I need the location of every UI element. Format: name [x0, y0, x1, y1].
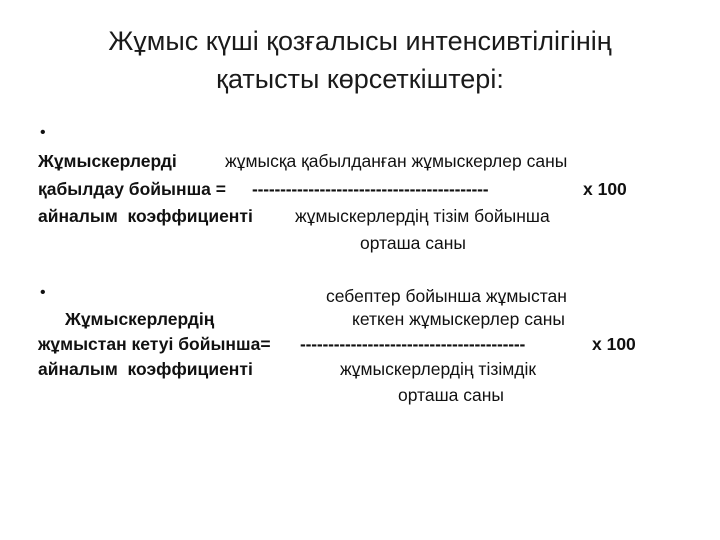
title-colon: :: [496, 64, 504, 94]
formula-2-name-line-1: Жұмыскерлердің: [65, 309, 215, 329]
title-line-2-text: қатысты көрсеткіштері: [216, 64, 497, 94]
formula-1-denominator-line-1: жұмыскерлердің тізім бойынша: [295, 206, 550, 226]
formula-1-numerator: жұмысқа қабылданған жұмыскерлер саны: [225, 151, 568, 171]
bullet-formula-1: •: [40, 124, 46, 141]
title-line-1: Жұмыс күші қозғалысы интенсивтілігінің: [108, 26, 612, 56]
formula-2-name-line-3: айналым коэффициенті: [38, 359, 253, 379]
formula-2-multiplier: х 100: [592, 334, 636, 354]
formula-2-numerator-line-1: себептер бойынша жұмыстан: [326, 286, 567, 306]
slide-title: [0, 22, 720, 98]
title-line-2: [0, 60, 720, 98]
bullet-formula-2: •: [40, 284, 46, 301]
formula-2-denominator-line-2: орташа саны: [398, 385, 504, 405]
formula-1-name-line-1: Жұмыскерлерді: [38, 151, 177, 171]
formula-1-fraction-line: ------------------------------------------: [252, 179, 489, 199]
formula-1-denominator-line-2: орташа саны: [360, 233, 466, 253]
formula-2-fraction-line: ----------------------------------------: [300, 334, 526, 354]
formula-1-multiplier: х 100: [583, 179, 627, 199]
formula-1-name-line-2: қабылдау бойынша =: [38, 179, 226, 199]
formula-2-name-line-2: жұмыстан кетуі бойынша=: [38, 334, 271, 354]
formula-2-denominator-line-1: жұмыскерлердің тізімдік: [340, 359, 537, 379]
formula-2-numerator-line-2: кеткен жұмыскерлер саны: [352, 309, 565, 329]
formula-1-name-line-3: айналым коэффициенті: [38, 206, 253, 226]
